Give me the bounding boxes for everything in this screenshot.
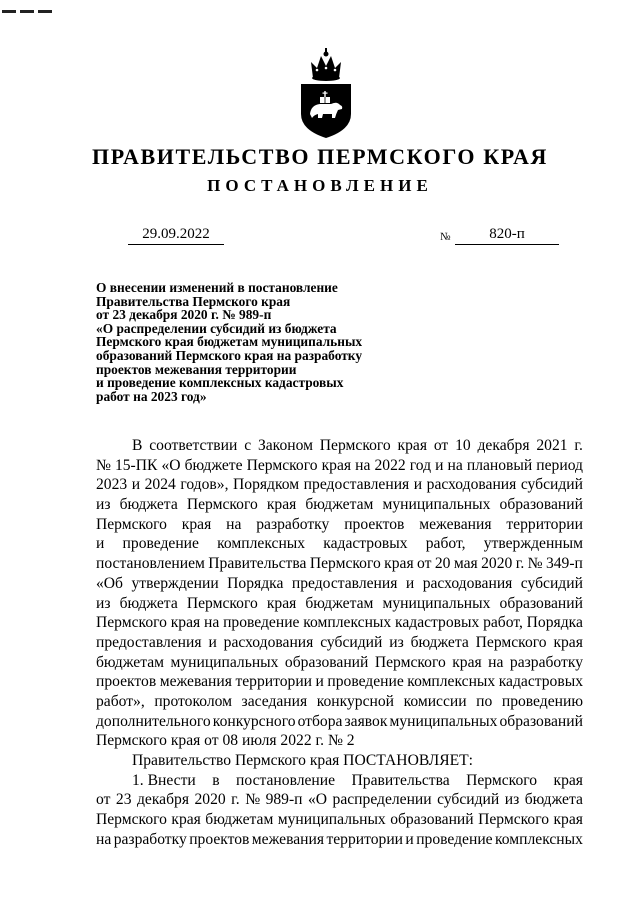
body-word: территории bbox=[235, 673, 313, 691]
body-word: муниципальных bbox=[382, 594, 491, 612]
body-word: края bbox=[553, 811, 583, 829]
body-word: края bbox=[266, 594, 297, 612]
body-word: год bbox=[409, 456, 432, 474]
body-word: образований bbox=[499, 712, 583, 730]
body-word: 2021 bbox=[536, 437, 568, 454]
body-word: образований bbox=[390, 811, 474, 829]
body-word: территории bbox=[326, 830, 404, 848]
subject-line: от 23 декабря 2020 г. № 989-п bbox=[96, 307, 272, 323]
body-word: 15-ПК bbox=[114, 456, 158, 474]
body-word: Пермского bbox=[186, 496, 258, 514]
body-word: декабря bbox=[136, 791, 189, 809]
body-word: в bbox=[212, 771, 220, 789]
body-word: проведению bbox=[501, 692, 583, 710]
body-word: из bbox=[96, 496, 111, 514]
body-word: конкурсного bbox=[212, 712, 296, 730]
body-word: работ», bbox=[96, 692, 145, 710]
body-word: Пермского bbox=[319, 437, 391, 454]
body-word: муниципальных bbox=[277, 811, 386, 829]
body-word: расходования bbox=[422, 574, 513, 592]
body-word: Пермского bbox=[309, 555, 381, 573]
body-line bbox=[96, 712, 583, 732]
body-word: бюджета bbox=[410, 633, 469, 651]
body-word: по bbox=[476, 692, 493, 710]
body-line bbox=[96, 790, 583, 810]
body-word: конкурсной bbox=[316, 692, 395, 710]
body-line bbox=[96, 515, 583, 535]
body-word: г. bbox=[574, 437, 583, 454]
body-line bbox=[96, 495, 583, 515]
body-word: предоставления bbox=[96, 633, 202, 651]
body-word: края bbox=[321, 456, 352, 474]
body-word: «О bbox=[307, 791, 328, 809]
body-word: края bbox=[170, 614, 201, 632]
body-word: на bbox=[226, 515, 242, 533]
body-word: образований bbox=[499, 594, 583, 612]
body-word: период bbox=[536, 456, 583, 474]
body-word: бюджетам bbox=[205, 811, 274, 829]
body-word: межевания bbox=[159, 673, 232, 691]
body-word: Порядка bbox=[227, 574, 284, 592]
body-word: В bbox=[132, 437, 143, 454]
body-word: Пермского bbox=[96, 811, 167, 829]
body-word: заявок bbox=[344, 712, 388, 730]
body-word: Правительство Пермского края ПОСТАНОВЛЯЕТ: bbox=[132, 752, 473, 769]
body-word: бюджетам bbox=[96, 653, 165, 671]
subject-line: работ на 2023 год» bbox=[96, 388, 207, 404]
body-word: Пермского bbox=[374, 653, 446, 671]
body-word: разработку bbox=[113, 830, 187, 848]
body-word: разработку bbox=[256, 515, 330, 533]
body-word: и bbox=[405, 830, 414, 848]
body-line bbox=[96, 574, 583, 594]
body-word: и bbox=[131, 476, 141, 494]
body-word: проведение bbox=[416, 830, 493, 848]
body-line bbox=[96, 751, 583, 771]
perm-krai-emblem bbox=[295, 48, 357, 140]
body-word: комплексных bbox=[407, 673, 496, 691]
body-word: Пермского края от 08 июля 2022 г. № 2 bbox=[96, 732, 355, 750]
body-word: субсидий bbox=[520, 574, 583, 592]
body-line bbox=[96, 436, 583, 456]
body-word: края bbox=[397, 437, 428, 454]
document-number-prefix: № bbox=[440, 231, 451, 243]
body-word: 2023 bbox=[96, 476, 128, 494]
body-word: края bbox=[266, 496, 297, 514]
body-word: работ, bbox=[425, 535, 466, 553]
subject-line: образований Пермского края на разработку bbox=[96, 347, 363, 363]
body-word: Правительства bbox=[208, 555, 307, 573]
body-word: утверждении bbox=[131, 574, 219, 592]
body-word: Пермского bbox=[466, 771, 538, 789]
body-word: г. bbox=[231, 791, 240, 809]
body-word: плановый bbox=[466, 456, 533, 474]
body-word: и bbox=[413, 476, 423, 494]
body-word: декабря bbox=[477, 437, 530, 454]
body-word: и bbox=[315, 673, 324, 691]
body-word: комплексных bbox=[495, 830, 583, 848]
body-word: № bbox=[527, 555, 543, 573]
body-word: «О bbox=[161, 456, 181, 474]
body-line bbox=[96, 672, 583, 692]
body-word: отбора bbox=[297, 712, 343, 730]
body-line bbox=[96, 653, 583, 673]
body-line bbox=[96, 456, 583, 476]
body-word: мая bbox=[453, 555, 478, 573]
body-word: муниципальных bbox=[389, 712, 498, 730]
body-word: субсидий bbox=[320, 633, 383, 651]
body-word: проектов bbox=[189, 830, 250, 848]
body-word: 2024 bbox=[144, 476, 176, 494]
body-word: кадастровых bbox=[323, 535, 408, 553]
body-word: утвержденным bbox=[483, 535, 583, 553]
body-word: проектов bbox=[96, 673, 157, 691]
body-word: «Об bbox=[96, 574, 123, 592]
body-word: Пермского bbox=[186, 594, 258, 612]
body-word: на bbox=[355, 456, 371, 474]
body-word: и bbox=[405, 574, 415, 592]
body-word: 23 bbox=[115, 791, 132, 809]
body-word: № bbox=[96, 456, 111, 474]
body-word: и bbox=[435, 456, 444, 474]
government-title: ПРАВИТЕЛЬСТВО ПЕРМСКОГО КРАЯ bbox=[92, 144, 548, 169]
body-word: межевания bbox=[251, 830, 325, 848]
body-word: предоставления bbox=[291, 574, 398, 592]
subject-line: Пермского края бюджетам муниципальных bbox=[96, 334, 363, 350]
body-word: комиссии bbox=[403, 692, 467, 710]
body-word: бюджета bbox=[119, 496, 178, 514]
body-word: с bbox=[244, 437, 252, 454]
document-date: 29.09.2022 bbox=[128, 224, 224, 245]
body-word: проведение bbox=[223, 614, 300, 632]
body-word: 2020 bbox=[481, 555, 513, 573]
body-word: 989-п bbox=[265, 791, 303, 809]
body-word: работ, bbox=[483, 614, 523, 632]
body-word: дополнительного bbox=[96, 712, 211, 730]
body-word: и bbox=[208, 633, 217, 651]
body-word: Пермского bbox=[246, 456, 318, 474]
body-line bbox=[96, 475, 583, 495]
body-word: 2022 bbox=[374, 456, 406, 474]
body-word: Законом bbox=[257, 437, 313, 454]
body-word: и bbox=[96, 535, 105, 553]
body-word: края bbox=[452, 653, 482, 671]
body-word: комплексных bbox=[303, 614, 392, 632]
body-line bbox=[96, 534, 583, 554]
body-word: края bbox=[171, 811, 201, 829]
subject-line: Правительства Пермского края bbox=[96, 293, 291, 309]
body-line bbox=[96, 594, 583, 614]
body-word: проведение bbox=[327, 673, 404, 691]
document-number: 820-п bbox=[455, 224, 559, 245]
subject-line: О внесении изменений в постановление bbox=[96, 280, 338, 295]
body-word: края bbox=[553, 633, 583, 651]
body-line bbox=[96, 810, 583, 830]
body-word: 10 bbox=[455, 437, 471, 454]
body-word: № bbox=[245, 791, 261, 809]
body-word: проектов bbox=[344, 515, 405, 533]
document-body bbox=[96, 436, 583, 849]
body-word: разработку bbox=[509, 653, 583, 671]
body-word: от bbox=[96, 791, 111, 809]
subject-line: «О распределении субсидий из бюджета bbox=[96, 320, 337, 336]
body-line bbox=[96, 613, 583, 633]
body-line bbox=[96, 554, 583, 574]
body-word: Пермского bbox=[475, 633, 547, 651]
body-word: края bbox=[384, 555, 414, 573]
scan-corner-marks bbox=[2, 0, 62, 6]
body-word: межевания bbox=[419, 515, 492, 533]
body-word: Порядка bbox=[526, 614, 583, 632]
body-word: соответствии bbox=[149, 437, 238, 454]
body-word: постановление bbox=[236, 771, 336, 789]
body-word: Пермского bbox=[96, 515, 167, 533]
body-line bbox=[96, 731, 583, 751]
body-word: Правительства bbox=[351, 771, 450, 789]
body-line bbox=[96, 692, 583, 712]
body-word: бюджетам bbox=[305, 594, 374, 612]
body-word: проведение bbox=[122, 535, 199, 553]
body-word: 2020 bbox=[194, 791, 226, 809]
body-word: протоколом bbox=[154, 692, 232, 710]
body-word: края bbox=[181, 515, 212, 533]
body-word: на bbox=[447, 456, 463, 474]
document-subject bbox=[96, 281, 426, 403]
body-word: края bbox=[553, 771, 583, 789]
body-word: г. bbox=[515, 555, 525, 573]
body-line bbox=[96, 830, 583, 850]
body-line bbox=[96, 633, 583, 653]
body-word: годов», bbox=[180, 476, 229, 494]
body-word: субсидий bbox=[520, 476, 583, 494]
subject-line: и проведение комплексных кадастровых bbox=[96, 375, 344, 391]
body-word: предоставления bbox=[303, 476, 410, 494]
body-word: бюджета bbox=[524, 791, 583, 809]
document-type: ПОСТАНОВЛЕНИЕ bbox=[207, 176, 433, 195]
body-word: от bbox=[433, 437, 449, 454]
body-line bbox=[96, 771, 583, 791]
subject-line: проектов межевания территории bbox=[96, 361, 297, 377]
body-word: кадастровых bbox=[395, 614, 480, 632]
body-word: 349-п bbox=[545, 555, 583, 573]
body-word: муниципальных bbox=[170, 653, 279, 671]
body-word: бюджете bbox=[184, 456, 243, 474]
body-word: от bbox=[417, 555, 432, 573]
body-word: бюджета bbox=[119, 594, 178, 612]
body-word: Пермского bbox=[96, 614, 167, 632]
body-word: из bbox=[504, 791, 520, 809]
body-word: на bbox=[488, 653, 504, 671]
body-word: бюджетам bbox=[305, 496, 374, 514]
body-word: кадастровых bbox=[498, 673, 583, 691]
body-word: на bbox=[203, 614, 220, 632]
body-word: Порядком bbox=[233, 476, 300, 494]
body-word: расходования bbox=[223, 633, 314, 651]
body-word: образований bbox=[284, 653, 369, 671]
body-word: из bbox=[389, 633, 404, 651]
body-word: субсидий bbox=[437, 791, 500, 809]
body-word: комплексных bbox=[217, 535, 306, 553]
body-word: из bbox=[96, 594, 111, 612]
body-word: 1. Внести bbox=[132, 771, 196, 789]
body-word: на bbox=[96, 830, 112, 848]
body-word: муниципальных bbox=[382, 496, 491, 514]
body-word: расходования bbox=[426, 476, 517, 494]
body-word: территории bbox=[506, 515, 583, 533]
body-word: заседания bbox=[241, 692, 308, 710]
body-word: Пермского bbox=[478, 811, 549, 829]
body-word: распределении bbox=[332, 791, 432, 809]
body-word: 20 bbox=[434, 555, 451, 573]
body-word: постановлением bbox=[96, 555, 205, 573]
body-word: образований bbox=[499, 496, 583, 514]
